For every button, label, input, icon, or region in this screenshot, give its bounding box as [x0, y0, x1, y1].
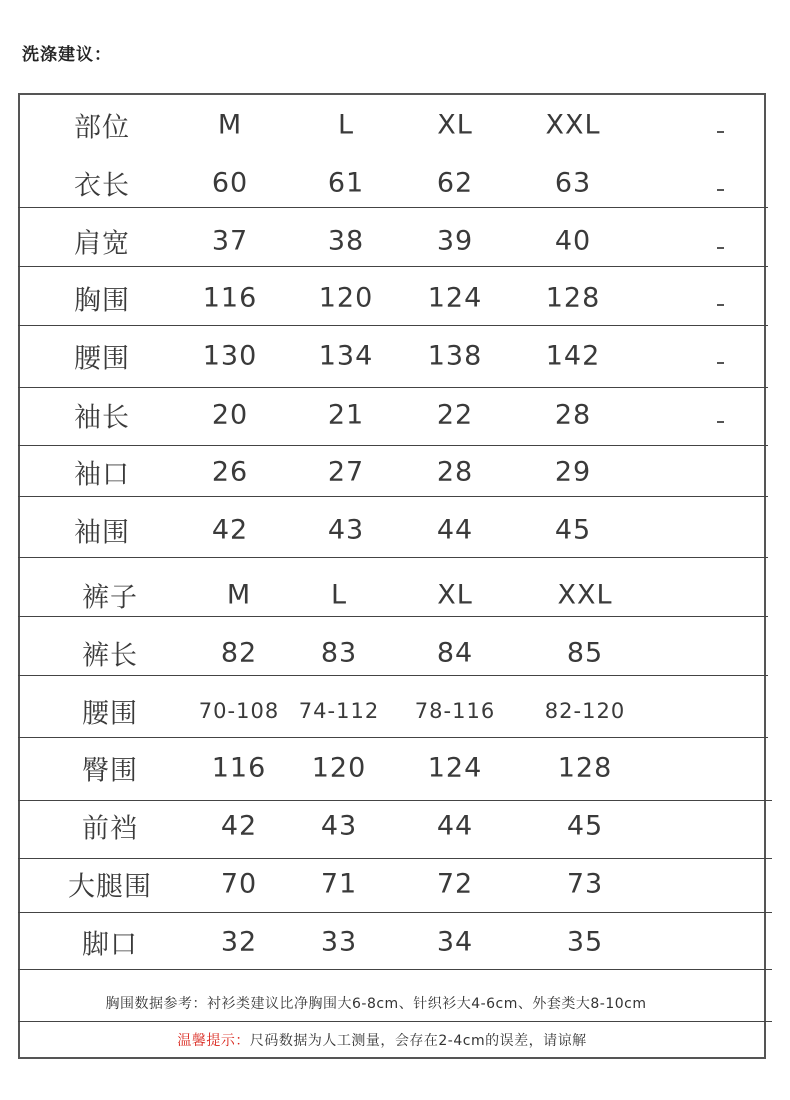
row-divider — [18, 969, 772, 970]
table-cell: 43 — [320, 810, 358, 842]
table-cell: 28 — [436, 456, 474, 488]
row-divider — [18, 557, 768, 558]
table-cell: XL — [437, 579, 473, 611]
table-cell: 128 — [557, 752, 613, 784]
row-divider — [18, 496, 768, 497]
dash-mark — [717, 362, 724, 364]
warm-tip-text: 尺码数据为人工测量，会存在2-4cm的误差，请谅解 — [249, 1033, 587, 1049]
table-cell: 83 — [320, 637, 358, 669]
table-cell: 44 — [436, 514, 474, 546]
row-label: 前裆 — [82, 813, 138, 845]
row-label: 脚口 — [82, 929, 138, 961]
row-label: 腰围 — [74, 343, 130, 375]
row-divider — [18, 266, 768, 267]
row-label: 胸围 — [74, 285, 130, 317]
table-cell: 134 — [318, 340, 374, 372]
table-cell: 26 — [211, 456, 249, 488]
table-cell: 84 — [436, 637, 474, 669]
table-cell: 74-112 — [298, 699, 380, 723]
table-cell: 70 — [220, 868, 258, 900]
table-cell: 45 — [566, 810, 604, 842]
dash-mark — [717, 247, 724, 249]
row-label: 部位 — [74, 112, 130, 144]
row-divider — [18, 675, 768, 676]
warm-tip — [177, 1030, 586, 1050]
table-cell: 37 — [211, 225, 249, 257]
dash-mark — [717, 421, 724, 423]
table-cell: M — [226, 579, 252, 611]
table-cell: 29 — [554, 456, 592, 488]
row-divider — [18, 387, 768, 388]
table-cell: 42 — [211, 514, 249, 546]
table-cell: 71 — [320, 868, 358, 900]
table-cell: XXL — [545, 109, 601, 141]
row-divider — [18, 737, 768, 738]
table-cell: 120 — [311, 752, 367, 784]
row-label: 袖口 — [74, 459, 130, 491]
table-cell: 73 — [566, 868, 604, 900]
table-cell: 22 — [436, 399, 474, 431]
row-label: 衣长 — [74, 170, 130, 202]
table-cell: 124 — [427, 752, 483, 784]
table-cell: 40 — [554, 225, 592, 257]
table-cell: 63 — [554, 167, 592, 199]
table-cell: 78-116 — [414, 699, 496, 723]
table-cell: 120 — [318, 282, 374, 314]
table-cell: 35 — [566, 926, 604, 958]
row-label: 肩宽 — [74, 228, 130, 260]
row-divider — [18, 858, 772, 859]
table-cell: L — [337, 109, 355, 141]
table-cell: 85 — [566, 637, 604, 669]
table-cell: 130 — [202, 340, 258, 372]
table-cell: 38 — [327, 225, 365, 257]
table-cell: 142 — [545, 340, 601, 372]
table-cell: 70-108 — [198, 699, 280, 723]
table-cell: M — [217, 109, 243, 141]
table-cell: 42 — [220, 810, 258, 842]
table-cell: L — [330, 579, 348, 611]
dash-mark — [717, 131, 724, 133]
table-cell: XXL — [557, 579, 613, 611]
row-label: 臀围 — [82, 755, 138, 787]
table-cell: 138 — [427, 340, 483, 372]
table-cell: 39 — [436, 225, 474, 257]
dash-mark — [717, 189, 724, 191]
table-cell: 60 — [211, 167, 249, 199]
row-divider — [18, 445, 768, 446]
table-cell: 128 — [545, 282, 601, 314]
row-label: 袖围 — [74, 517, 130, 549]
table-cell: 82-120 — [544, 699, 626, 723]
row-divider — [18, 912, 772, 913]
chest-reference-note: 胸围数据参考：衬衫类建议比净胸围大6-8cm、针织衫大4-6cm、外套类大8-10cm — [105, 996, 647, 1012]
table-cell: 32 — [220, 926, 258, 958]
heading: 洗涤建议： — [22, 45, 112, 65]
row-divider — [18, 1021, 772, 1022]
table-cell: 61 — [327, 167, 365, 199]
table-cell: 21 — [327, 399, 365, 431]
table-cell: 116 — [211, 752, 267, 784]
table-cell: 62 — [436, 167, 474, 199]
warm-tip-prefix: 温馨提示： — [177, 1033, 250, 1049]
row-divider — [18, 325, 768, 326]
row-divider — [18, 800, 772, 801]
table-cell: 116 — [202, 282, 258, 314]
table-cell: 27 — [327, 456, 365, 488]
row-label: 裤子 — [82, 582, 138, 614]
row-divider — [18, 616, 768, 617]
row-label: 腰围 — [82, 698, 138, 730]
table-cell: XL — [437, 109, 473, 141]
table-cell: 72 — [436, 868, 474, 900]
dash-mark — [717, 304, 724, 306]
table-cell: 124 — [427, 282, 483, 314]
row-label: 裤长 — [82, 640, 138, 672]
table-cell: 28 — [554, 399, 592, 431]
row-label: 袖长 — [74, 402, 130, 434]
table-cell: 45 — [554, 514, 592, 546]
table-cell: 20 — [211, 399, 249, 431]
table-cell: 43 — [327, 514, 365, 546]
table-cell: 34 — [436, 926, 474, 958]
table-cell: 33 — [320, 926, 358, 958]
row-label: 大腿围 — [68, 871, 152, 903]
table-cell: 44 — [436, 810, 474, 842]
row-divider — [18, 207, 768, 208]
table-cell: 82 — [220, 637, 258, 669]
